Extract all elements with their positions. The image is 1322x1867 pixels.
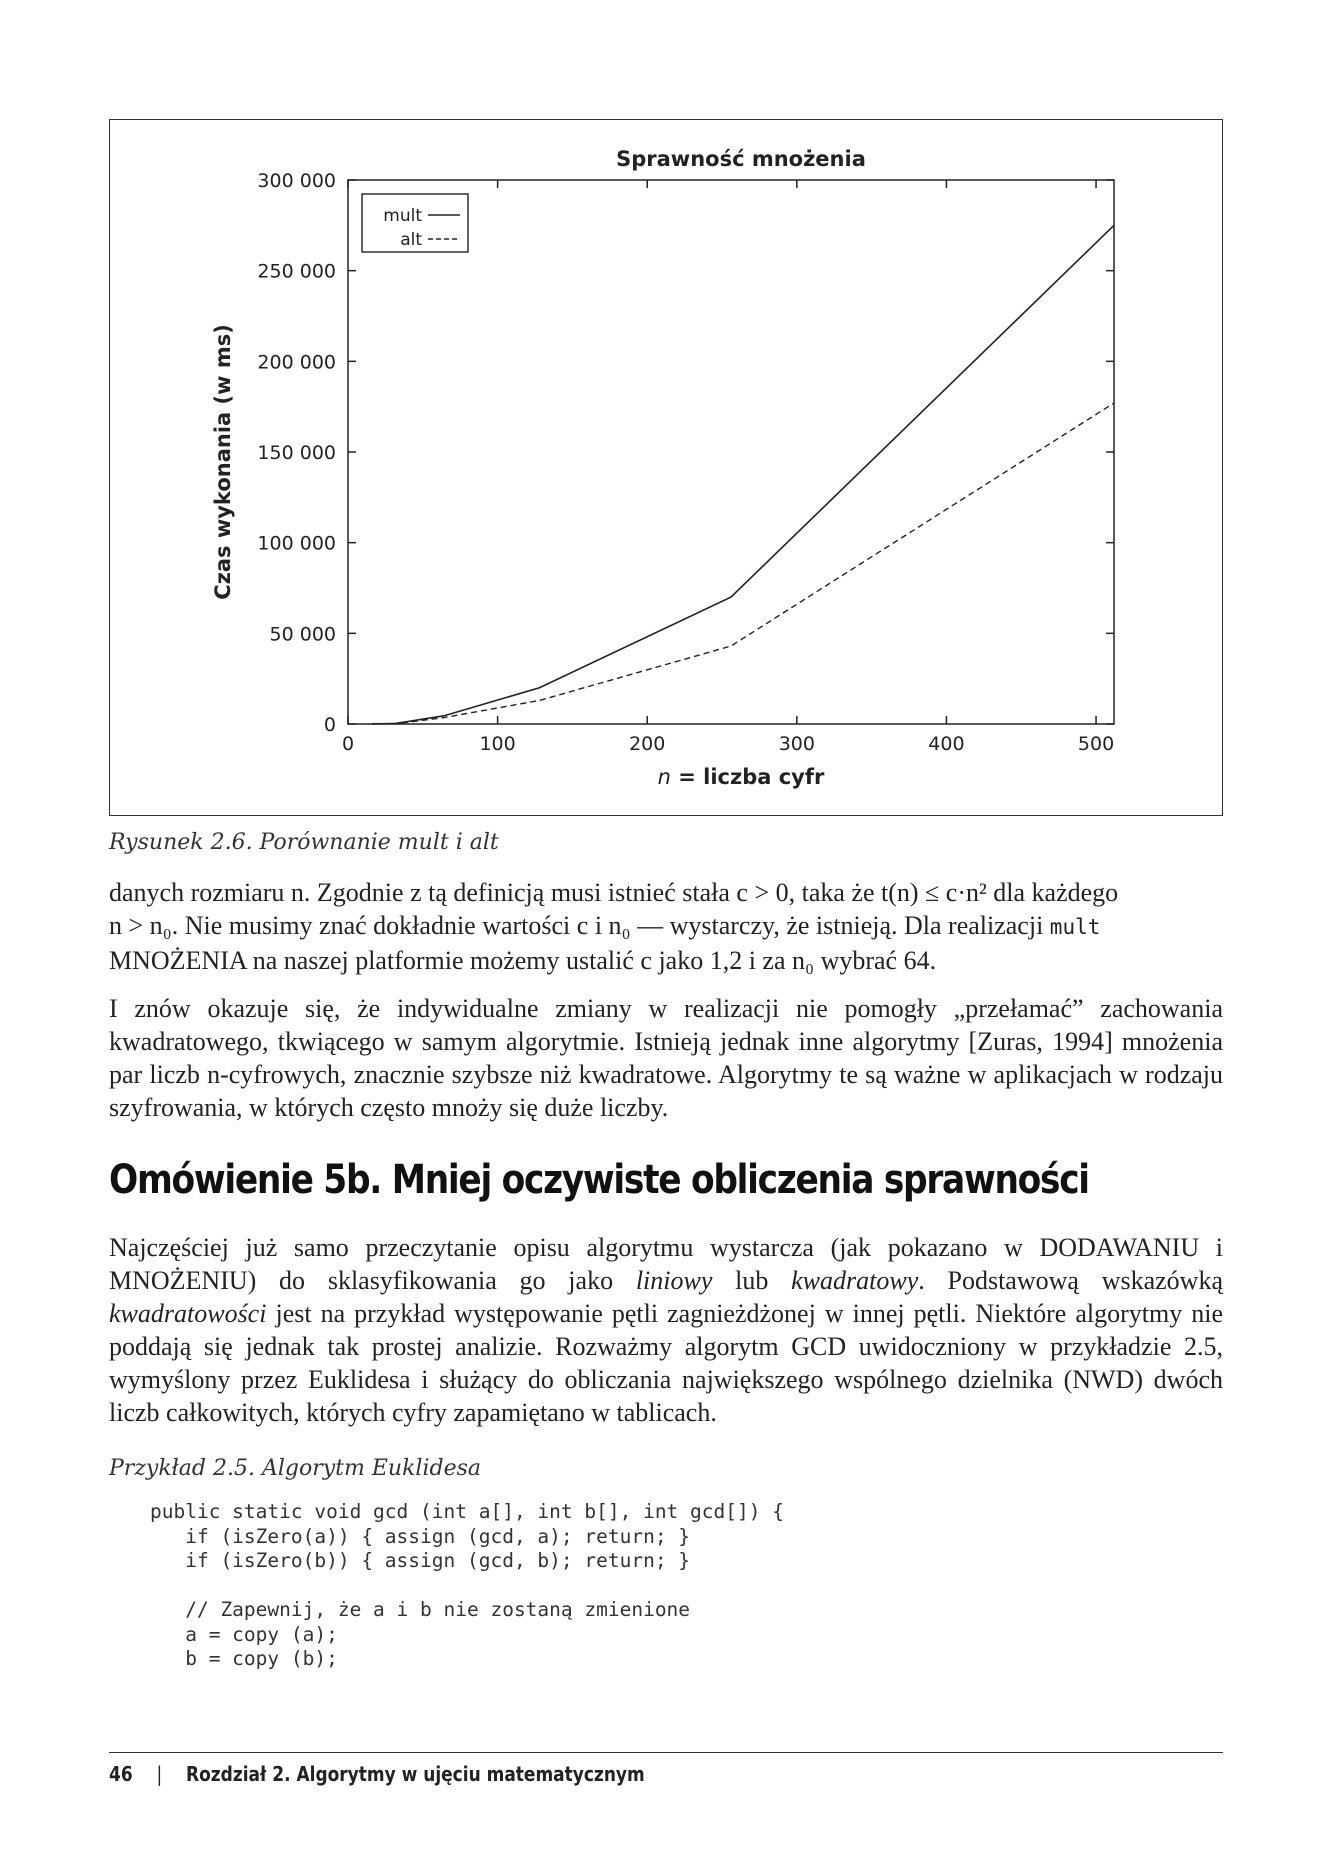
paragraph-line: danych rozmiaru n. Zgodnie z tą definicją musi istnieć stała c > 0, taka że t(n) ≤ c·n² dla każdego xyxy=(109,878,1119,907)
chart-title: Sprawność mnożenia xyxy=(616,147,866,171)
y-tick-label: 250 000 xyxy=(257,260,336,283)
figure-caption: Rysunek 2.6. Porównanie mult i alt xyxy=(109,830,499,855)
x-axis-label-variable: n xyxy=(657,765,671,789)
paragraph-gcd-intro xyxy=(109,1231,1223,1429)
footer-separator: | xyxy=(156,1762,163,1786)
x-tick-label: 400 xyxy=(928,733,965,755)
plot-frame xyxy=(348,180,1114,724)
page-number: 46 xyxy=(109,1762,133,1786)
paragraph-definition xyxy=(109,876,1223,977)
x-axis-label-text: = liczba cyfr xyxy=(670,765,825,789)
series-line-alt xyxy=(372,403,1114,724)
y-tick-label: 100 000 xyxy=(257,532,336,555)
performance-chart xyxy=(110,120,1224,817)
y-tick-label: 150 000 xyxy=(257,442,336,464)
example-caption: Przykład 2.5. Algorytm Euklidesa xyxy=(109,1456,482,1481)
chapter-title: Rozdział 2. Algorytmy w ujęciu matematycznym xyxy=(186,1762,645,1786)
x-tick-label: 500 xyxy=(1077,733,1115,755)
legend-label-alt: alt xyxy=(400,230,422,250)
paragraph-line: MNOŻENIA na naszej platformie możemy ustalić c jako 1,2 i za n₀ wybrać 64. xyxy=(109,946,937,975)
paragraph-line: n > n₀. Nie musimy znać dokładnie wartości c i n₀ — wystarczy, że istnieją. Dla realizacji mult xyxy=(109,911,1101,940)
footer-rule xyxy=(109,1752,1223,1753)
inline-code: mult xyxy=(1049,915,1101,939)
x-axis-label xyxy=(658,765,825,789)
x-tick-label: 200 xyxy=(629,733,666,755)
x-tick-label: 100 xyxy=(479,733,516,755)
paragraph-text: Najczęściej już samo przeczytanie opisu algorytmu wystarcza (jak pokazano w DODAWANIU i MNOŻENIU) do sklasyfikowania go jako liniowy lub kwadratowy. Podstawową wskazówką kwadratowości jest na przykład występowanie pętli zagnieżdżonej w innej pętli. Niektóre algorytmy nie poddają się jednak tak prostej analizie. Rozważmy algorytm GCD uwidoczniony w przykładzie 2.5, wymyślony przez Euklidesa i służący do obliczania największego wspólnego dzielnika (NWD) dwóch liczb całkowitych, których cyfry zapamiętano w tablicach. xyxy=(109,1233,1223,1427)
y-tick-label: 200 000 xyxy=(257,351,336,374)
code-listing: public static void gcd (int a[], int b[], int gcd[]) { if (isZero(a)) { assign (gcd, a); return; } if (isZero(b)) { assign (gcd, b); return; } // Zapewnij, że a i b nie zostaną zmienione a = copy (a); b = copy (b); xyxy=(150,1500,784,1670)
page-footer xyxy=(109,1762,645,1786)
x-tick-label: 0 xyxy=(341,733,355,755)
figure-frame xyxy=(109,119,1223,816)
x-tick-label: 300 xyxy=(778,733,815,755)
y-tick-label: 50 000 xyxy=(269,623,336,646)
y-tick-label: 0 xyxy=(323,714,336,736)
y-tick-label: 300 000 xyxy=(257,170,336,192)
y-axis-label: Czas wykonania (w ms) xyxy=(211,324,235,600)
paragraph-quadratic xyxy=(109,992,1223,1124)
legend-label-mult: mult xyxy=(383,206,422,226)
paragraph-text: I znów okazuje się, że indywidualne zmiany w realizacji nie pomogły „przełamać” zachowania kwadratowego, tkwiącego w samym algorytmie. Istnieją jednak inne algorytmy [Zuras, 1994] mnożenia par liczb n-cyfrowych, znacznie szybsze niż kwadratowe. Algorytmy te są ważne w aplikacjach w rodzaju szyfrowania, w których często mnoży się duże liczby. xyxy=(109,994,1223,1122)
series-line-mult xyxy=(372,225,1114,724)
section-heading: Omówienie 5b. Mniej oczywiste obliczenia sprawności xyxy=(109,1157,1089,1203)
